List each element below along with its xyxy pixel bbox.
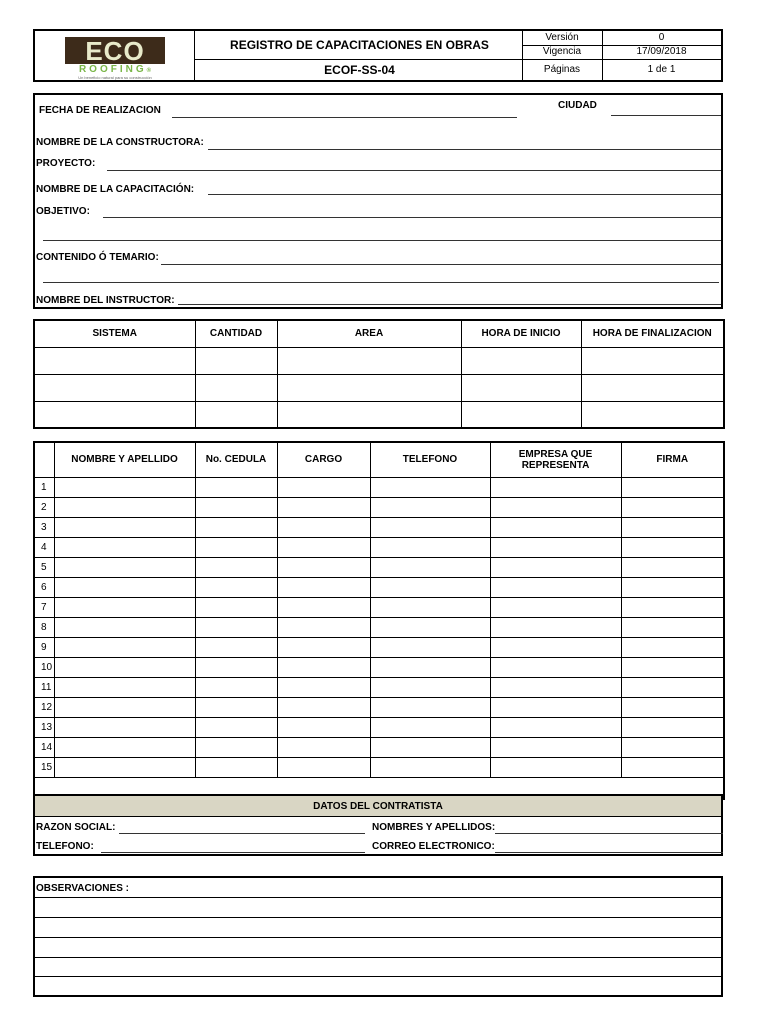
table-row[interactable]	[34, 477, 724, 497]
table-cell[interactable]	[490, 657, 621, 677]
table-row[interactable]	[34, 347, 724, 374]
table-cell[interactable]	[54, 477, 195, 497]
table-cell[interactable]	[370, 497, 490, 517]
table-cell[interactable]	[277, 757, 370, 777]
table-row[interactable]	[34, 757, 724, 777]
table-cell[interactable]	[54, 657, 195, 677]
razon-social-field[interactable]	[119, 833, 365, 834]
table-cell[interactable]	[490, 537, 621, 557]
col-hora-finalizacion: HORA DE FINALIZACION	[581, 320, 724, 347]
document-title: REGISTRO DE CAPACITACIONES EN OBRAS	[230, 38, 489, 52]
fecha-field[interactable]	[172, 117, 517, 118]
table-cell[interactable]	[490, 677, 621, 697]
table-cell[interactable]	[195, 597, 277, 617]
ciudad-field[interactable]	[611, 115, 721, 116]
table-cell[interactable]	[277, 677, 370, 697]
table-cell[interactable]	[490, 697, 621, 717]
table-cell[interactable]	[621, 717, 724, 737]
table-cell[interactable]	[54, 697, 195, 717]
table-row[interactable]	[34, 737, 724, 757]
table-cell[interactable]	[370, 617, 490, 637]
table-cell[interactable]	[277, 517, 370, 537]
col-cedula: No. CEDULA	[195, 442, 277, 477]
table-cell[interactable]	[490, 577, 621, 597]
objetivo-field[interactable]	[103, 217, 721, 218]
paginas-label: Páginas	[543, 64, 581, 75]
table-cell[interactable]	[621, 757, 724, 777]
col-empresa: EMPRESA QUE REPRESENTA	[490, 442, 621, 477]
capacitacion-label: NOMBRE DE LA CAPACITACIÓN:	[36, 184, 195, 195]
table-cell[interactable]	[370, 517, 490, 537]
proyecto-field[interactable]	[107, 170, 721, 171]
table-cell[interactable]	[621, 617, 724, 637]
logo-cell	[35, 31, 195, 80]
table-cell[interactable]	[54, 537, 195, 557]
col-nombre: NOMBRE Y APELLIDO	[54, 442, 195, 477]
company-logo	[65, 37, 165, 64]
row-number: 14	[34, 737, 54, 757]
table-row[interactable]	[34, 697, 724, 717]
correo-field[interactable]	[495, 852, 723, 853]
table-cell[interactable]	[277, 657, 370, 677]
table-cell[interactable]	[370, 537, 490, 557]
table-row[interactable]	[34, 677, 724, 697]
table-cell[interactable]	[621, 697, 724, 717]
table-row[interactable]	[34, 557, 724, 577]
table-cell[interactable]	[621, 677, 724, 697]
row-number: 12	[34, 697, 54, 717]
table-cell[interactable]	[490, 617, 621, 637]
table-cell[interactable]	[54, 617, 195, 637]
table-cell[interactable]	[277, 637, 370, 657]
table-cell[interactable]	[370, 557, 490, 577]
telefono-label: TELEFONO:	[36, 841, 94, 852]
table-row[interactable]	[34, 517, 724, 537]
contenido-field[interactable]	[161, 264, 721, 265]
logo-roofing-text: ROOFING®	[78, 64, 152, 75]
table-cell[interactable]	[621, 557, 724, 577]
logo-slogan: Un beneficio natural para su construcción	[78, 75, 152, 80]
table-cell[interactable]	[490, 637, 621, 657]
table-cell[interactable]	[54, 497, 195, 517]
table-cell[interactable]	[195, 517, 277, 537]
instructor-label: NOMBRE DEL INSTRUCTOR:	[36, 295, 175, 306]
table-cell[interactable]	[54, 717, 195, 737]
table-cell[interactable]	[195, 737, 277, 757]
table-cell[interactable]	[621, 657, 724, 677]
table-cell[interactable]	[54, 677, 195, 697]
vigencia-value: 17/09/2018	[636, 46, 687, 57]
table-cell[interactable]	[621, 477, 724, 497]
proyecto-label: PROYECTO:	[36, 158, 96, 169]
constructora-field[interactable]	[208, 149, 721, 150]
table-cell[interactable]	[195, 477, 277, 497]
objetivo-field-line-2[interactable]	[43, 240, 721, 241]
table-cell[interactable]	[621, 577, 724, 597]
table-cell[interactable]	[370, 697, 490, 717]
table-row[interactable]	[34, 537, 724, 557]
table-row[interactable]	[34, 597, 724, 617]
table-row[interactable]	[34, 657, 724, 677]
capacitacion-field[interactable]	[208, 194, 721, 195]
table-cell[interactable]	[277, 537, 370, 557]
vigencia-label: Vigencia	[542, 46, 582, 57]
table-cell[interactable]	[370, 577, 490, 597]
row-number: 13	[34, 717, 54, 737]
row-number: 11	[34, 677, 54, 697]
table-row[interactable]	[34, 717, 724, 737]
table-cell[interactable]	[195, 537, 277, 557]
row-number: 2	[34, 497, 54, 517]
objetivo-label: OBJETIVO:	[36, 206, 90, 217]
table-cell[interactable]	[277, 617, 370, 637]
contractor-section	[33, 794, 723, 856]
attendance-header	[34, 442, 724, 477]
system-table-header	[34, 320, 724, 347]
observations-label: OBSERVACIONES :	[36, 883, 129, 894]
table-cell[interactable]	[490, 477, 621, 497]
logo-eco-text: ECO	[85, 36, 145, 66]
table-cell[interactable]	[195, 717, 277, 737]
nombres-label: NOMBRES Y APELLIDOS:	[372, 822, 496, 833]
table-cell[interactable]	[621, 737, 724, 757]
table-cell[interactable]	[621, 537, 724, 557]
table-cell[interactable]	[54, 597, 195, 617]
table-cell[interactable]	[490, 597, 621, 617]
table-cell[interactable]	[195, 557, 277, 577]
col-cargo: CARGO	[277, 442, 370, 477]
contractor-title: DATOS DEL CONTRATISTA	[35, 796, 721, 817]
table-cell[interactable]	[370, 677, 490, 697]
row-number: 8	[34, 617, 54, 637]
version-value: 0	[658, 32, 665, 43]
table-row[interactable]	[34, 577, 724, 597]
table-cell[interactable]	[54, 577, 195, 597]
constructora-label: NOMBRE DE LA CONSTRUCTORA:	[36, 137, 204, 148]
table-cell[interactable]	[195, 657, 277, 677]
table-cell[interactable]	[621, 517, 724, 537]
training-info-section	[33, 93, 723, 309]
table-cell[interactable]	[370, 637, 490, 657]
table-cell[interactable]	[490, 557, 621, 577]
table-cell[interactable]	[621, 497, 724, 517]
table-cell[interactable]	[370, 717, 490, 737]
table-cell[interactable]	[370, 597, 490, 617]
table-cell[interactable]	[277, 497, 370, 517]
table-cell[interactable]	[277, 737, 370, 757]
table-cell[interactable]	[195, 577, 277, 597]
table-cell[interactable]	[195, 617, 277, 637]
col-hora-inicio: HORA DE INICIO	[461, 320, 581, 347]
table-cell[interactable]	[621, 637, 724, 657]
table-cell[interactable]	[277, 597, 370, 617]
table-cell[interactable]	[195, 677, 277, 697]
table-cell[interactable]	[54, 757, 195, 777]
row-number: 15	[34, 757, 54, 777]
correo-label: CORREO ELECTRONICO:	[372, 841, 495, 852]
table-cell[interactable]	[195, 497, 277, 517]
paginas-value: 1 de 1	[647, 64, 676, 75]
fecha-label: FECHA DE REALIZACION	[39, 105, 161, 116]
col-sistema: SISTEMA	[34, 320, 195, 347]
table-cell[interactable]	[195, 697, 277, 717]
observations-line[interactable]	[35, 917, 721, 918]
table-cell[interactable]	[370, 477, 490, 497]
document-code: ECOF-SS-04	[324, 63, 395, 77]
telefono-field[interactable]	[101, 852, 365, 853]
table-cell[interactable]	[490, 757, 621, 777]
table-row[interactable]	[34, 401, 724, 428]
table-row[interactable]	[34, 497, 724, 517]
document-header	[33, 29, 723, 82]
table-cell[interactable]	[277, 697, 370, 717]
row-number: 5	[34, 557, 54, 577]
ciudad-label: CIUDAD	[558, 100, 597, 111]
table-cell[interactable]	[195, 757, 277, 777]
table-cell[interactable]	[277, 717, 370, 737]
attendance-table	[33, 441, 725, 800]
row-number: 7	[34, 597, 54, 617]
version-label: Versión	[545, 32, 579, 43]
table-cell[interactable]	[277, 577, 370, 597]
row-number: 10	[34, 657, 54, 677]
observations-section	[33, 876, 723, 997]
table-cell[interactable]	[490, 737, 621, 757]
razon-social-label: RAZON SOCIAL:	[36, 822, 116, 833]
table-cell[interactable]	[370, 737, 490, 757]
table-cell[interactable]	[277, 557, 370, 577]
col-telefono: TELEFONO	[370, 442, 490, 477]
table-cell[interactable]	[490, 497, 621, 517]
observations-line[interactable]	[35, 937, 721, 938]
contenido-field-line-2[interactable]	[43, 282, 719, 283]
table-cell[interactable]	[621, 597, 724, 617]
observations-line[interactable]	[35, 957, 721, 958]
contenido-label: CONTENIDO Ó TEMARIO:	[36, 252, 159, 263]
observations-line[interactable]	[35, 976, 721, 977]
table-cell[interactable]	[277, 477, 370, 497]
table-cell[interactable]	[370, 657, 490, 677]
row-number: 1	[34, 477, 54, 497]
row-number: 3	[34, 517, 54, 537]
table-cell[interactable]	[195, 637, 277, 657]
table-cell[interactable]	[490, 517, 621, 537]
row-number: 4	[34, 537, 54, 557]
instructor-field[interactable]	[178, 304, 721, 305]
col-firma: FIRMA	[621, 442, 724, 477]
table-cell[interactable]	[54, 517, 195, 537]
table-cell[interactable]	[54, 737, 195, 757]
table-cell[interactable]	[490, 717, 621, 737]
table-row[interactable]	[34, 374, 724, 401]
table-cell[interactable]	[54, 557, 195, 577]
table-cell[interactable]	[370, 757, 490, 777]
col-cantidad: CANTIDAD	[195, 320, 277, 347]
row-number: 6	[34, 577, 54, 597]
row-number: 9	[34, 637, 54, 657]
nombres-field[interactable]	[495, 833, 723, 834]
table-cell[interactable]	[54, 637, 195, 657]
table-row[interactable]	[34, 637, 724, 657]
table-row[interactable]	[34, 617, 724, 637]
col-area: AREA	[277, 320, 461, 347]
system-table	[33, 319, 725, 429]
